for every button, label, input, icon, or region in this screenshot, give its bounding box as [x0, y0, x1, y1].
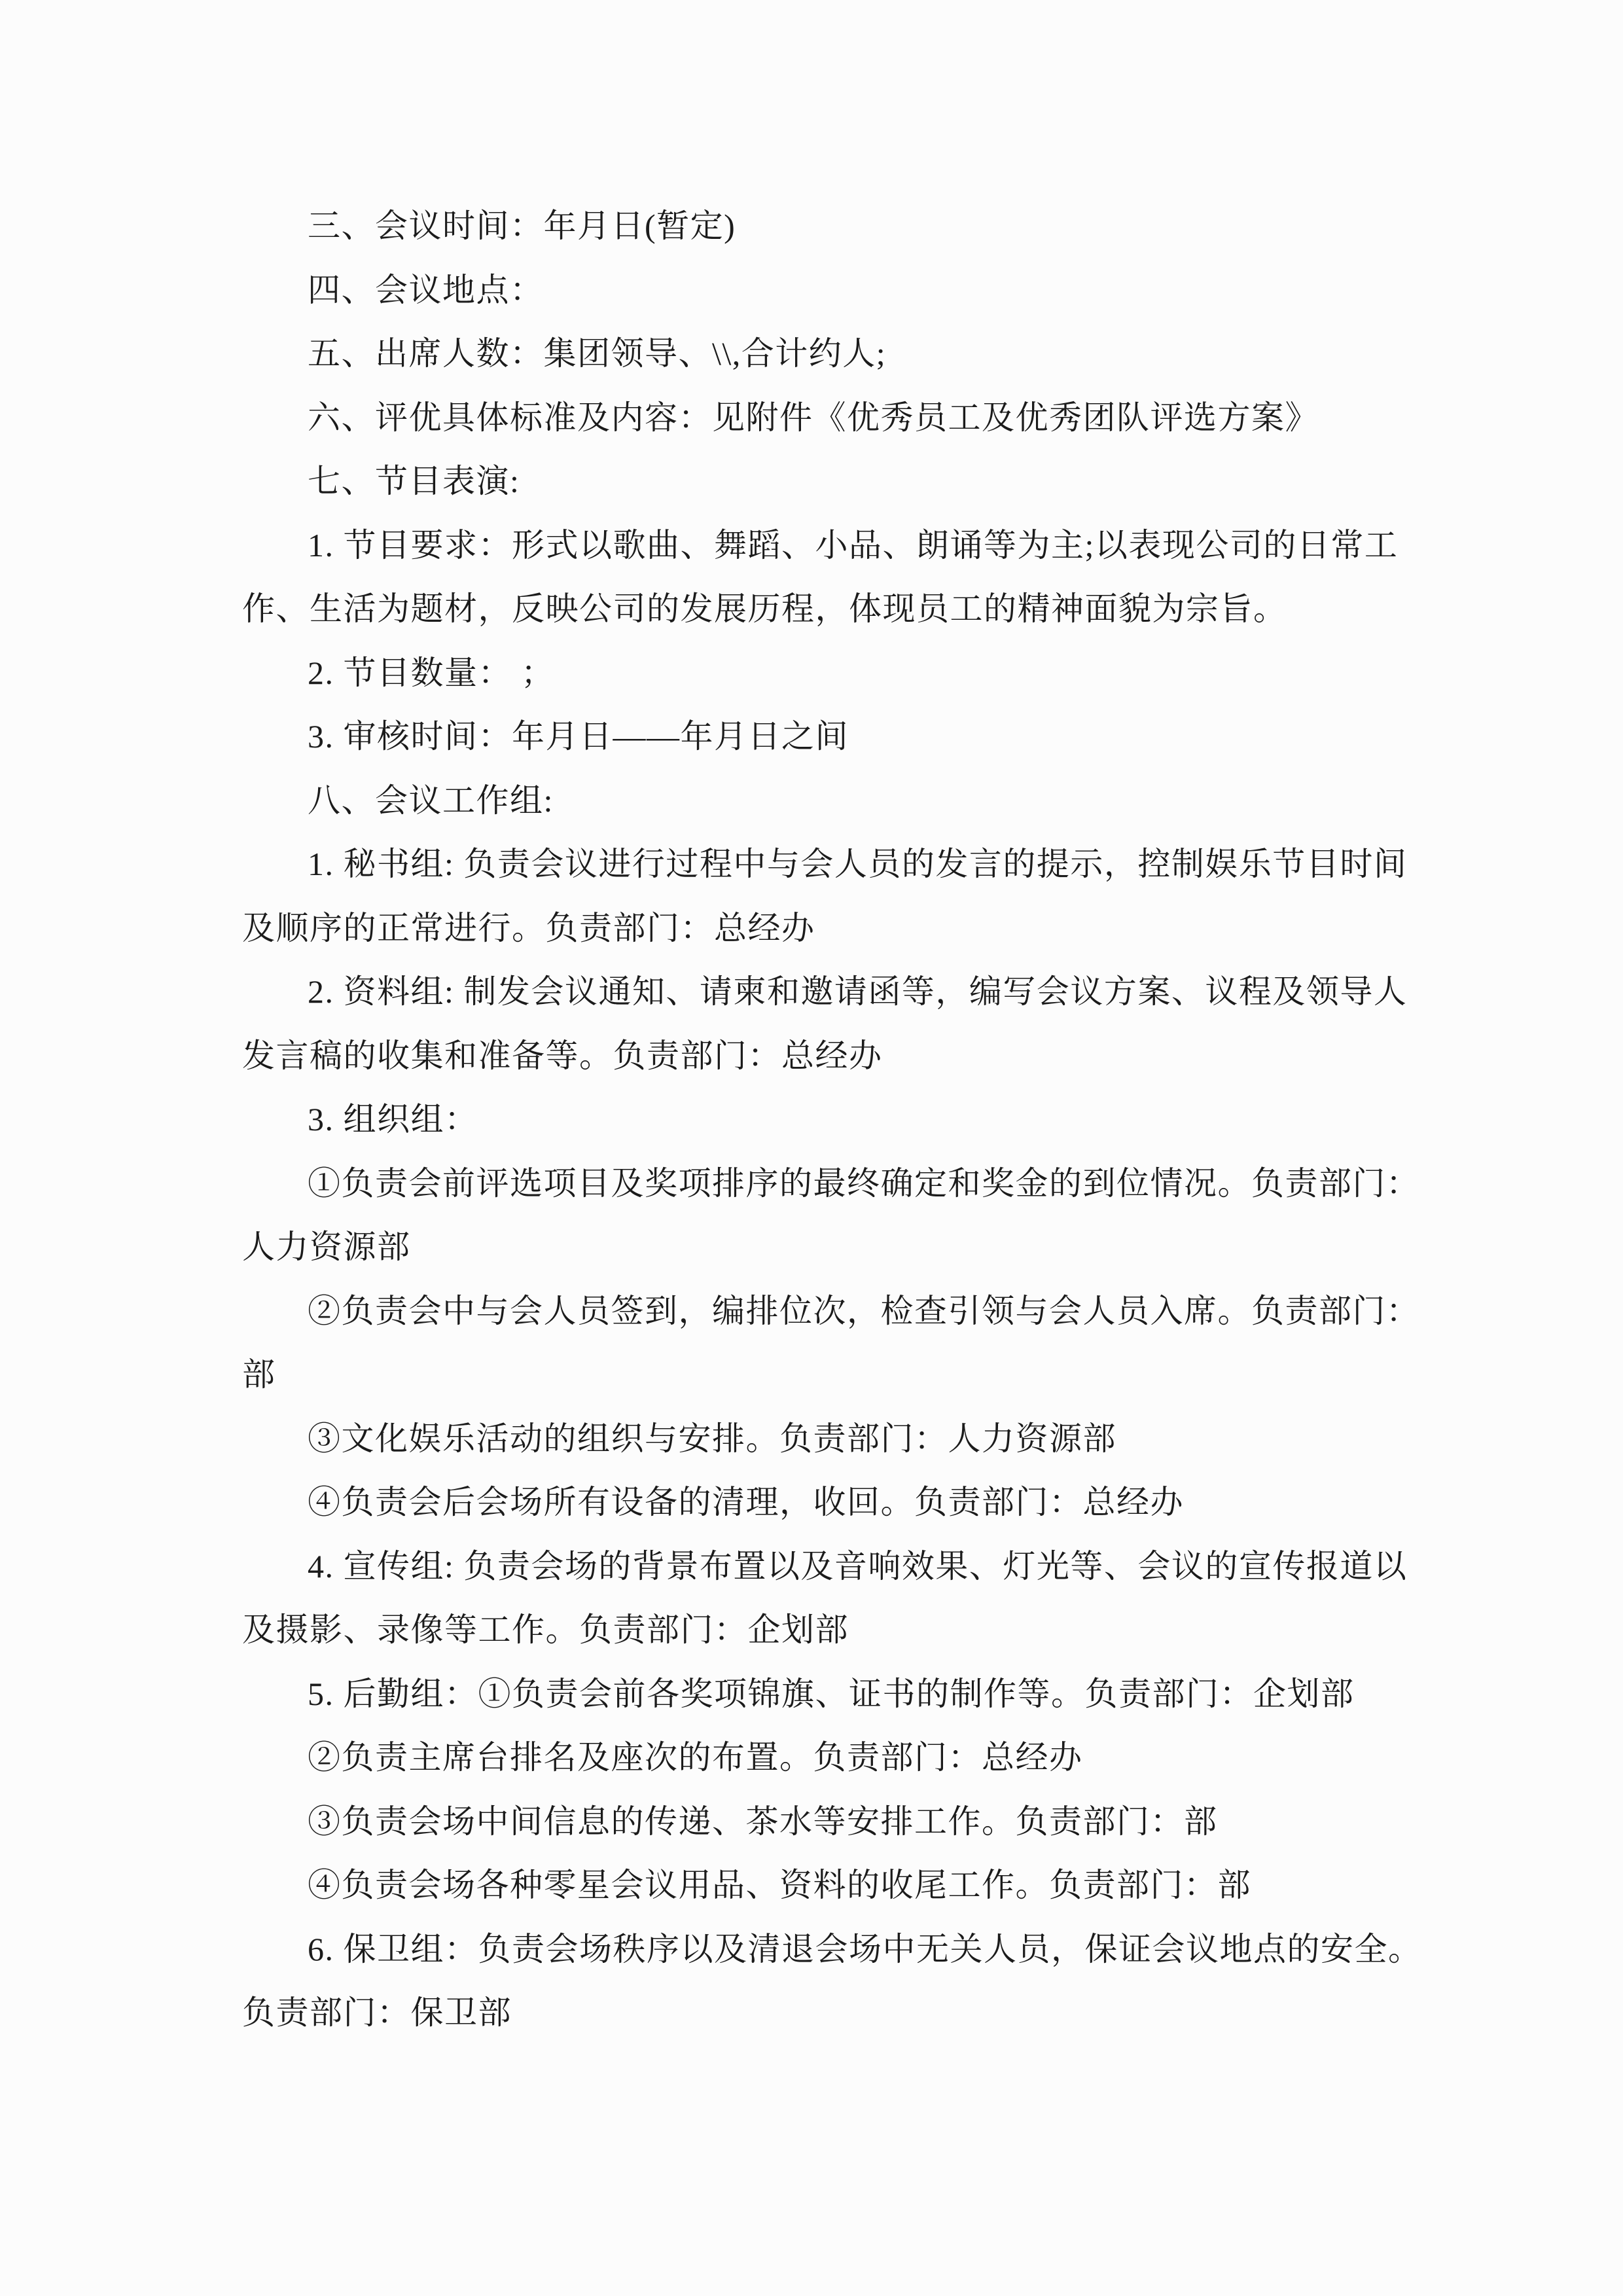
- text-line: 2. 资料组: 制发会议通知、请柬和邀请函等，编写会议方案、议程及领导人: [308, 973, 1408, 1010]
- text-line: 人力资源部: [242, 1229, 411, 1265]
- text-line: 七、节目表演:: [308, 463, 520, 499]
- text-line: 六、评优具体标准及内容：见附件《优秀员工及优秀团队评选方案》: [308, 399, 1319, 436]
- text-line: 四、会议地点：: [308, 271, 544, 308]
- text-line: ④负责会后会场所有设备的清理，收回。负责部门：总经办: [308, 1484, 1184, 1520]
- text-line: 3. 审核时间：年月日——年月日之间: [308, 718, 849, 755]
- text-line: 2. 节目数量： ；: [308, 654, 555, 691]
- text-line: ③负责会场中间信息的传递、茶水等安排工作。负责部门：部: [308, 1803, 1218, 1840]
- text-line: 作、生活为题材，反映公司的发展历程，体现员工的精神面貌为宗旨。: [242, 590, 1287, 627]
- text-line: 4. 宣传组: 负责会场的背景布置以及音响效果、灯光等、会议的宣传报道以: [308, 1547, 1408, 1585]
- text-line: ②负责主席台排名及座次的布置。负责部门：总经办: [308, 1739, 1083, 1776]
- text-line: 三、会议时间：年月日(暂定): [308, 207, 736, 244]
- text-line: ③文化娱乐活动的组织与安排。负责部门：人力资源部: [308, 1420, 1116, 1457]
- text-line: 5. 后勤组：①负责会前各奖项锦旗、证书的制作等。负责部门：企划部: [308, 1675, 1355, 1712]
- text-line: 1. 节目要求：形式以歌曲、舞蹈、小品、朗诵等为主;以表现公司的日常工: [308, 526, 1399, 564]
- text-line: ④负责会场各种零星会议用品、资料的收尾工作。负责部门：部: [308, 1867, 1251, 1903]
- text-line: ②负责会中与会人员签到，编排位次，检查引领与会人员入席。负责部门：: [308, 1292, 1420, 1329]
- text-block: [242, 194, 1427, 2045]
- text-line: 八、会议工作组:: [308, 781, 554, 819]
- text-line: ①负责会前评选项目及奖项排序的最终确定和奖金的到位情况。负责部门：: [308, 1164, 1420, 1202]
- text-line: 6. 保卫组：负责会场秩序以及清退会场中无关人员，保证会议地点的安全。: [308, 1930, 1422, 1967]
- text-line: 负责部门：保卫部: [242, 1994, 512, 2031]
- text-line: 部: [242, 1356, 276, 1393]
- text-line: 发言稿的收集和准备等。负责部门：总经办: [242, 1037, 883, 1074]
- text-line: 1. 秘书组: 负责会议进行过程中与会人员的发言的提示，控制娱乐节目时间: [308, 846, 1408, 882]
- text-line: 及摄影、录像等工作。负责部门：企划部: [242, 1611, 849, 1648]
- text-line: 五、出席人数：集团领导、\\,合计约人;: [308, 335, 887, 372]
- text-line: 3. 组织组：: [308, 1101, 478, 1138]
- text-line: 及顺序的正常进行。负责部门：总经办: [242, 909, 815, 946]
